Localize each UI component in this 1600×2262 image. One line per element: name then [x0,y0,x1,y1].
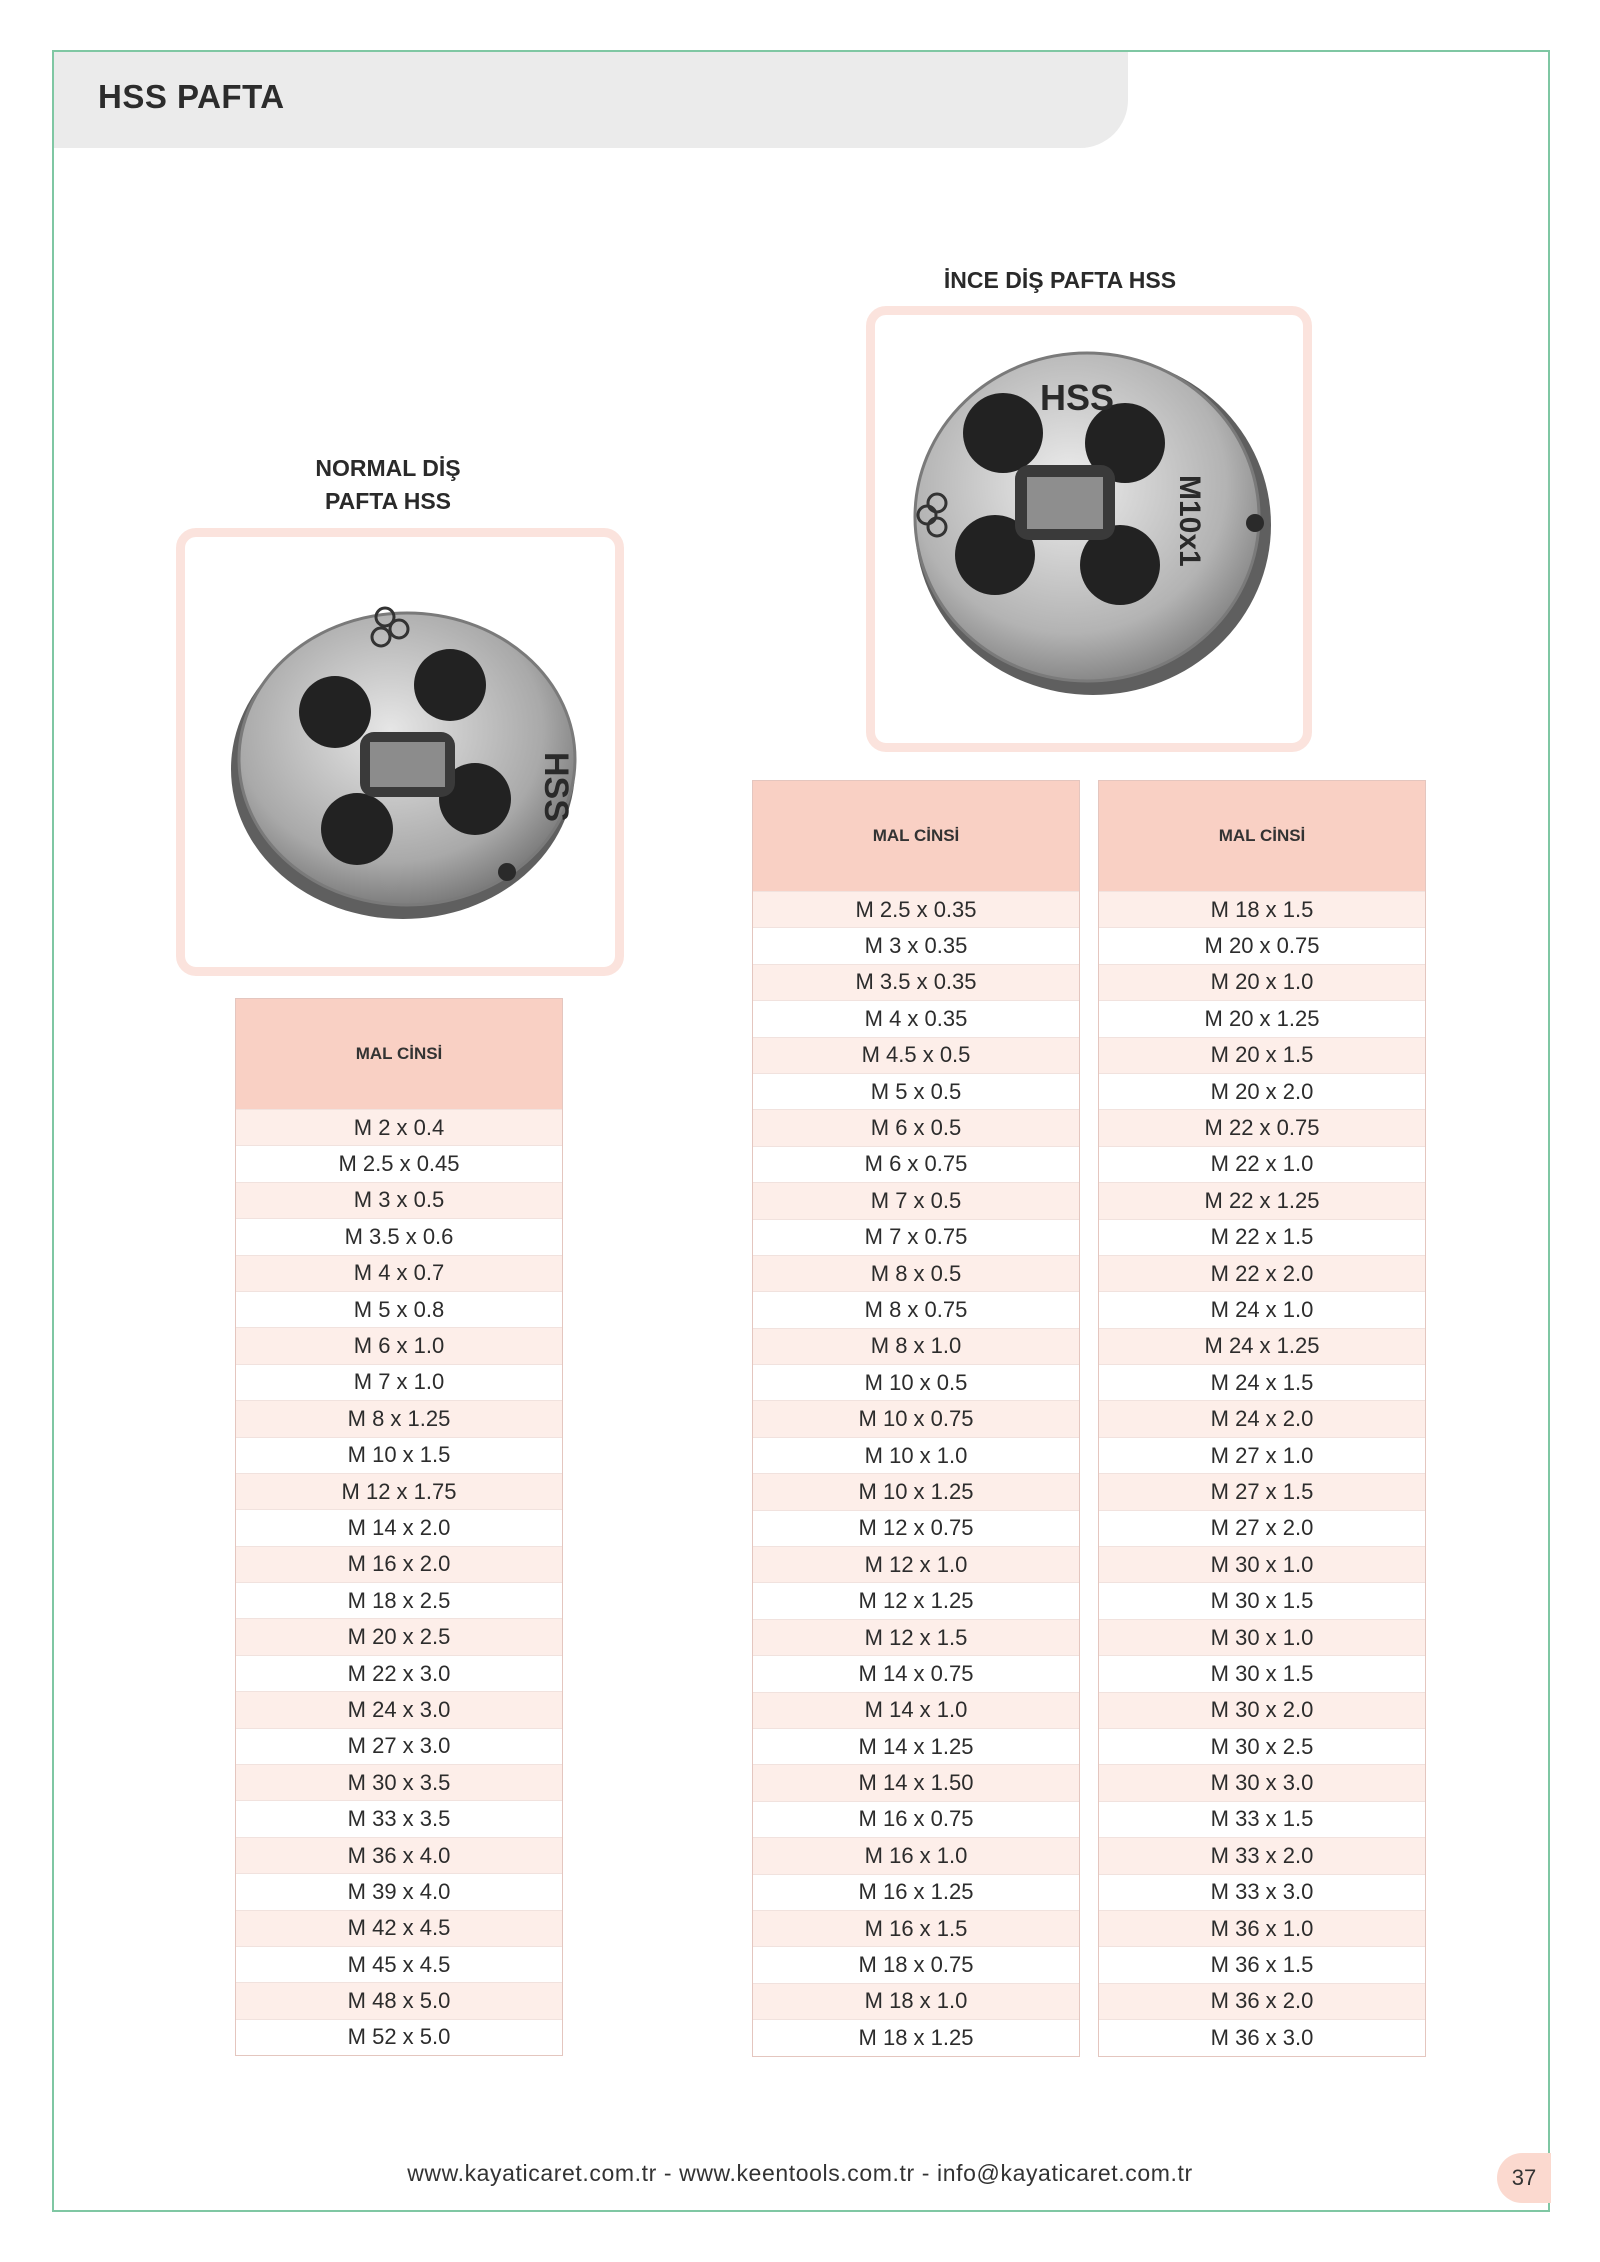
table-row: M 8 x 0.5 [753,1255,1079,1291]
table-row: M 16 x 0.75 [753,1801,1079,1837]
page-title: HSS PAFTA [98,78,285,115]
table-row: M 3.5 x 0.6 [236,1218,562,1254]
table-row: M 6 x 1.0 [236,1327,562,1363]
table-row: M 33 x 3.5 [236,1800,562,1836]
table-row: M 24 x 3.0 [236,1691,562,1727]
table-row: M 16 x 1.0 [753,1837,1079,1873]
table-row: M 8 x 0.75 [753,1291,1079,1327]
table-row: M 24 x 1.0 [1099,1291,1425,1327]
table-row: M 30 x 1.0 [1099,1619,1425,1655]
table-row: M 27 x 2.0 [1099,1510,1425,1546]
normal-table-header: MAL CİNSİ [236,999,562,1109]
table-row: M 14 x 1.25 [753,1728,1079,1764]
table-row: M 22 x 0.75 [1099,1109,1425,1145]
normal-thread-table [235,998,563,2056]
table-row: M 18 x 2.5 [236,1582,562,1618]
table-row: M 27 x 1.0 [1099,1437,1425,1473]
table-row: M 22 x 1.0 [1099,1146,1425,1182]
table-row: M 14 x 1.0 [753,1692,1079,1728]
table-row: M 48 x 5.0 [236,1982,562,2018]
table-row: M 10 x 1.0 [753,1437,1079,1473]
table-row: M 22 x 3.0 [236,1655,562,1691]
table-row: M 27 x 3.0 [236,1728,562,1764]
table-row: M 36 x 2.0 [1099,1983,1425,2019]
table-row: M 30 x 1.5 [1099,1655,1425,1691]
table-row: M 2 x 0.4 [236,1109,562,1145]
table-row: M 3.5 x 0.35 [753,964,1079,1000]
table-row: M 3 x 0.35 [753,927,1079,963]
round-die-icon [875,315,1303,743]
fine-die-image [866,306,1312,752]
table-row: M 12 x 0.75 [753,1510,1079,1546]
table-row: M 10 x 1.5 [236,1437,562,1473]
table-row: M 30 x 1.5 [1099,1582,1425,1618]
table-row: M 6 x 0.75 [753,1146,1079,1182]
fine-die-size: M10x1 [1173,475,1206,567]
table-row: M 5 x 0.8 [236,1291,562,1327]
footer-contact: www.kayaticaret.com.tr - www.keentools.com.tr - info@kayaticaret.com.tr [407,2160,1193,2186]
table-row: M 18 x 1.25 [753,2019,1079,2055]
table-row: M 45 x 4.5 [236,1946,562,1982]
table-row: M 33 x 1.5 [1099,1801,1425,1837]
table-row: M 20 x 1.5 [1099,1037,1425,1073]
normal-caption-line2: PAFTA HSS [324,488,452,514]
round-die-icon [185,537,615,967]
table-row: M 22 x 2.0 [1099,1255,1425,1291]
fine-table1-header: MAL CİNSİ [753,781,1079,891]
table-row: M 10 x 0.75 [753,1400,1079,1436]
table-row: M 30 x 2.0 [1099,1692,1425,1728]
table-row: M 20 x 2.5 [236,1618,562,1654]
table-row: M 24 x 1.5 [1099,1364,1425,1400]
fine-thread-table-2 [1098,780,1426,2057]
fine-table2-header: MAL CİNSİ [1099,781,1425,891]
table-row: M 3 x 0.5 [236,1182,562,1218]
table-row: M 30 x 2.5 [1099,1728,1425,1764]
table-row: M 7 x 0.75 [753,1219,1079,1255]
table-row: M 39 x 4.0 [236,1873,562,1909]
table-row: M 30 x 1.0 [1099,1546,1425,1582]
table-row: M 30 x 3.5 [236,1764,562,1800]
table-row: M 2.5 x 0.35 [753,891,1079,927]
normal-die-image [176,528,624,976]
table-row: M 12 x 1.5 [753,1619,1079,1655]
normal-die-marking: HSS [537,752,575,822]
table-row: M 2.5 x 0.45 [236,1145,562,1181]
normal-caption-line1: NORMAL DİŞ [315,455,461,481]
table-row: M 16 x 1.5 [753,1910,1079,1946]
table-row: M 4.5 x 0.5 [753,1037,1079,1073]
table-row: M 30 x 3.0 [1099,1764,1425,1800]
table-row: M 18 x 0.75 [753,1946,1079,1982]
table-row: M 14 x 1.50 [753,1764,1079,1800]
table-row: M 20 x 0.75 [1099,927,1425,963]
table-row: M 18 x 1.0 [753,1983,1079,2019]
table-row: M 6 x 0.5 [753,1109,1079,1145]
table-row: M 12 x 1.0 [753,1546,1079,1582]
table-row: M 5 x 0.5 [753,1073,1079,1109]
table-row: M 22 x 1.25 [1099,1182,1425,1218]
table-row: M 42 x 4.5 [236,1910,562,1946]
table-row: M 33 x 3.0 [1099,1874,1425,1910]
table-row: M 36 x 3.0 [1099,2019,1425,2055]
table-row: M 12 x 1.75 [236,1473,562,1509]
table-row: M 4 x 0.7 [236,1255,562,1291]
table-row: M 33 x 2.0 [1099,1837,1425,1873]
table-row: M 36 x 1.0 [1099,1910,1425,1946]
table-row: M 20 x 1.0 [1099,964,1425,1000]
table-row: M 12 x 1.25 [753,1582,1079,1618]
table-row: M 18 x 1.5 [1099,891,1425,927]
table-row: M 4 x 0.35 [753,1000,1079,1036]
table-row: M 20 x 1.25 [1099,1000,1425,1036]
page-number: 37 [1497,2153,1551,2203]
table-row: M 22 x 1.5 [1099,1219,1425,1255]
table-row: M 8 x 1.25 [236,1400,562,1436]
table-row: M 16 x 2.0 [236,1546,562,1582]
table-row: M 14 x 2.0 [236,1509,562,1545]
table-row: M 20 x 2.0 [1099,1073,1425,1109]
table-row: M 14 x 0.75 [753,1655,1079,1691]
table-row: M 7 x 0.5 [753,1182,1079,1218]
table-row: M 8 x 1.0 [753,1328,1079,1364]
fine-caption: İNCE DİŞ PAFTA HSS [943,267,1177,293]
table-row: M 24 x 2.0 [1099,1400,1425,1436]
normal-caption [258,452,518,518]
table-row: M 36 x 1.5 [1099,1946,1425,1982]
fine-die-marking: HSS [1040,377,1115,418]
table-row: M 16 x 1.25 [753,1874,1079,1910]
table-row: M 7 x 1.0 [236,1364,562,1400]
fine-thread-table-1 [752,780,1080,2057]
table-row: M 10 x 1.25 [753,1473,1079,1509]
table-row: M 52 x 5.0 [236,2019,562,2055]
table-row: M 10 x 0.5 [753,1364,1079,1400]
table-row: M 36 x 4.0 [236,1837,562,1873]
table-row: M 24 x 1.25 [1099,1328,1425,1364]
table-row: M 27 x 1.5 [1099,1473,1425,1509]
